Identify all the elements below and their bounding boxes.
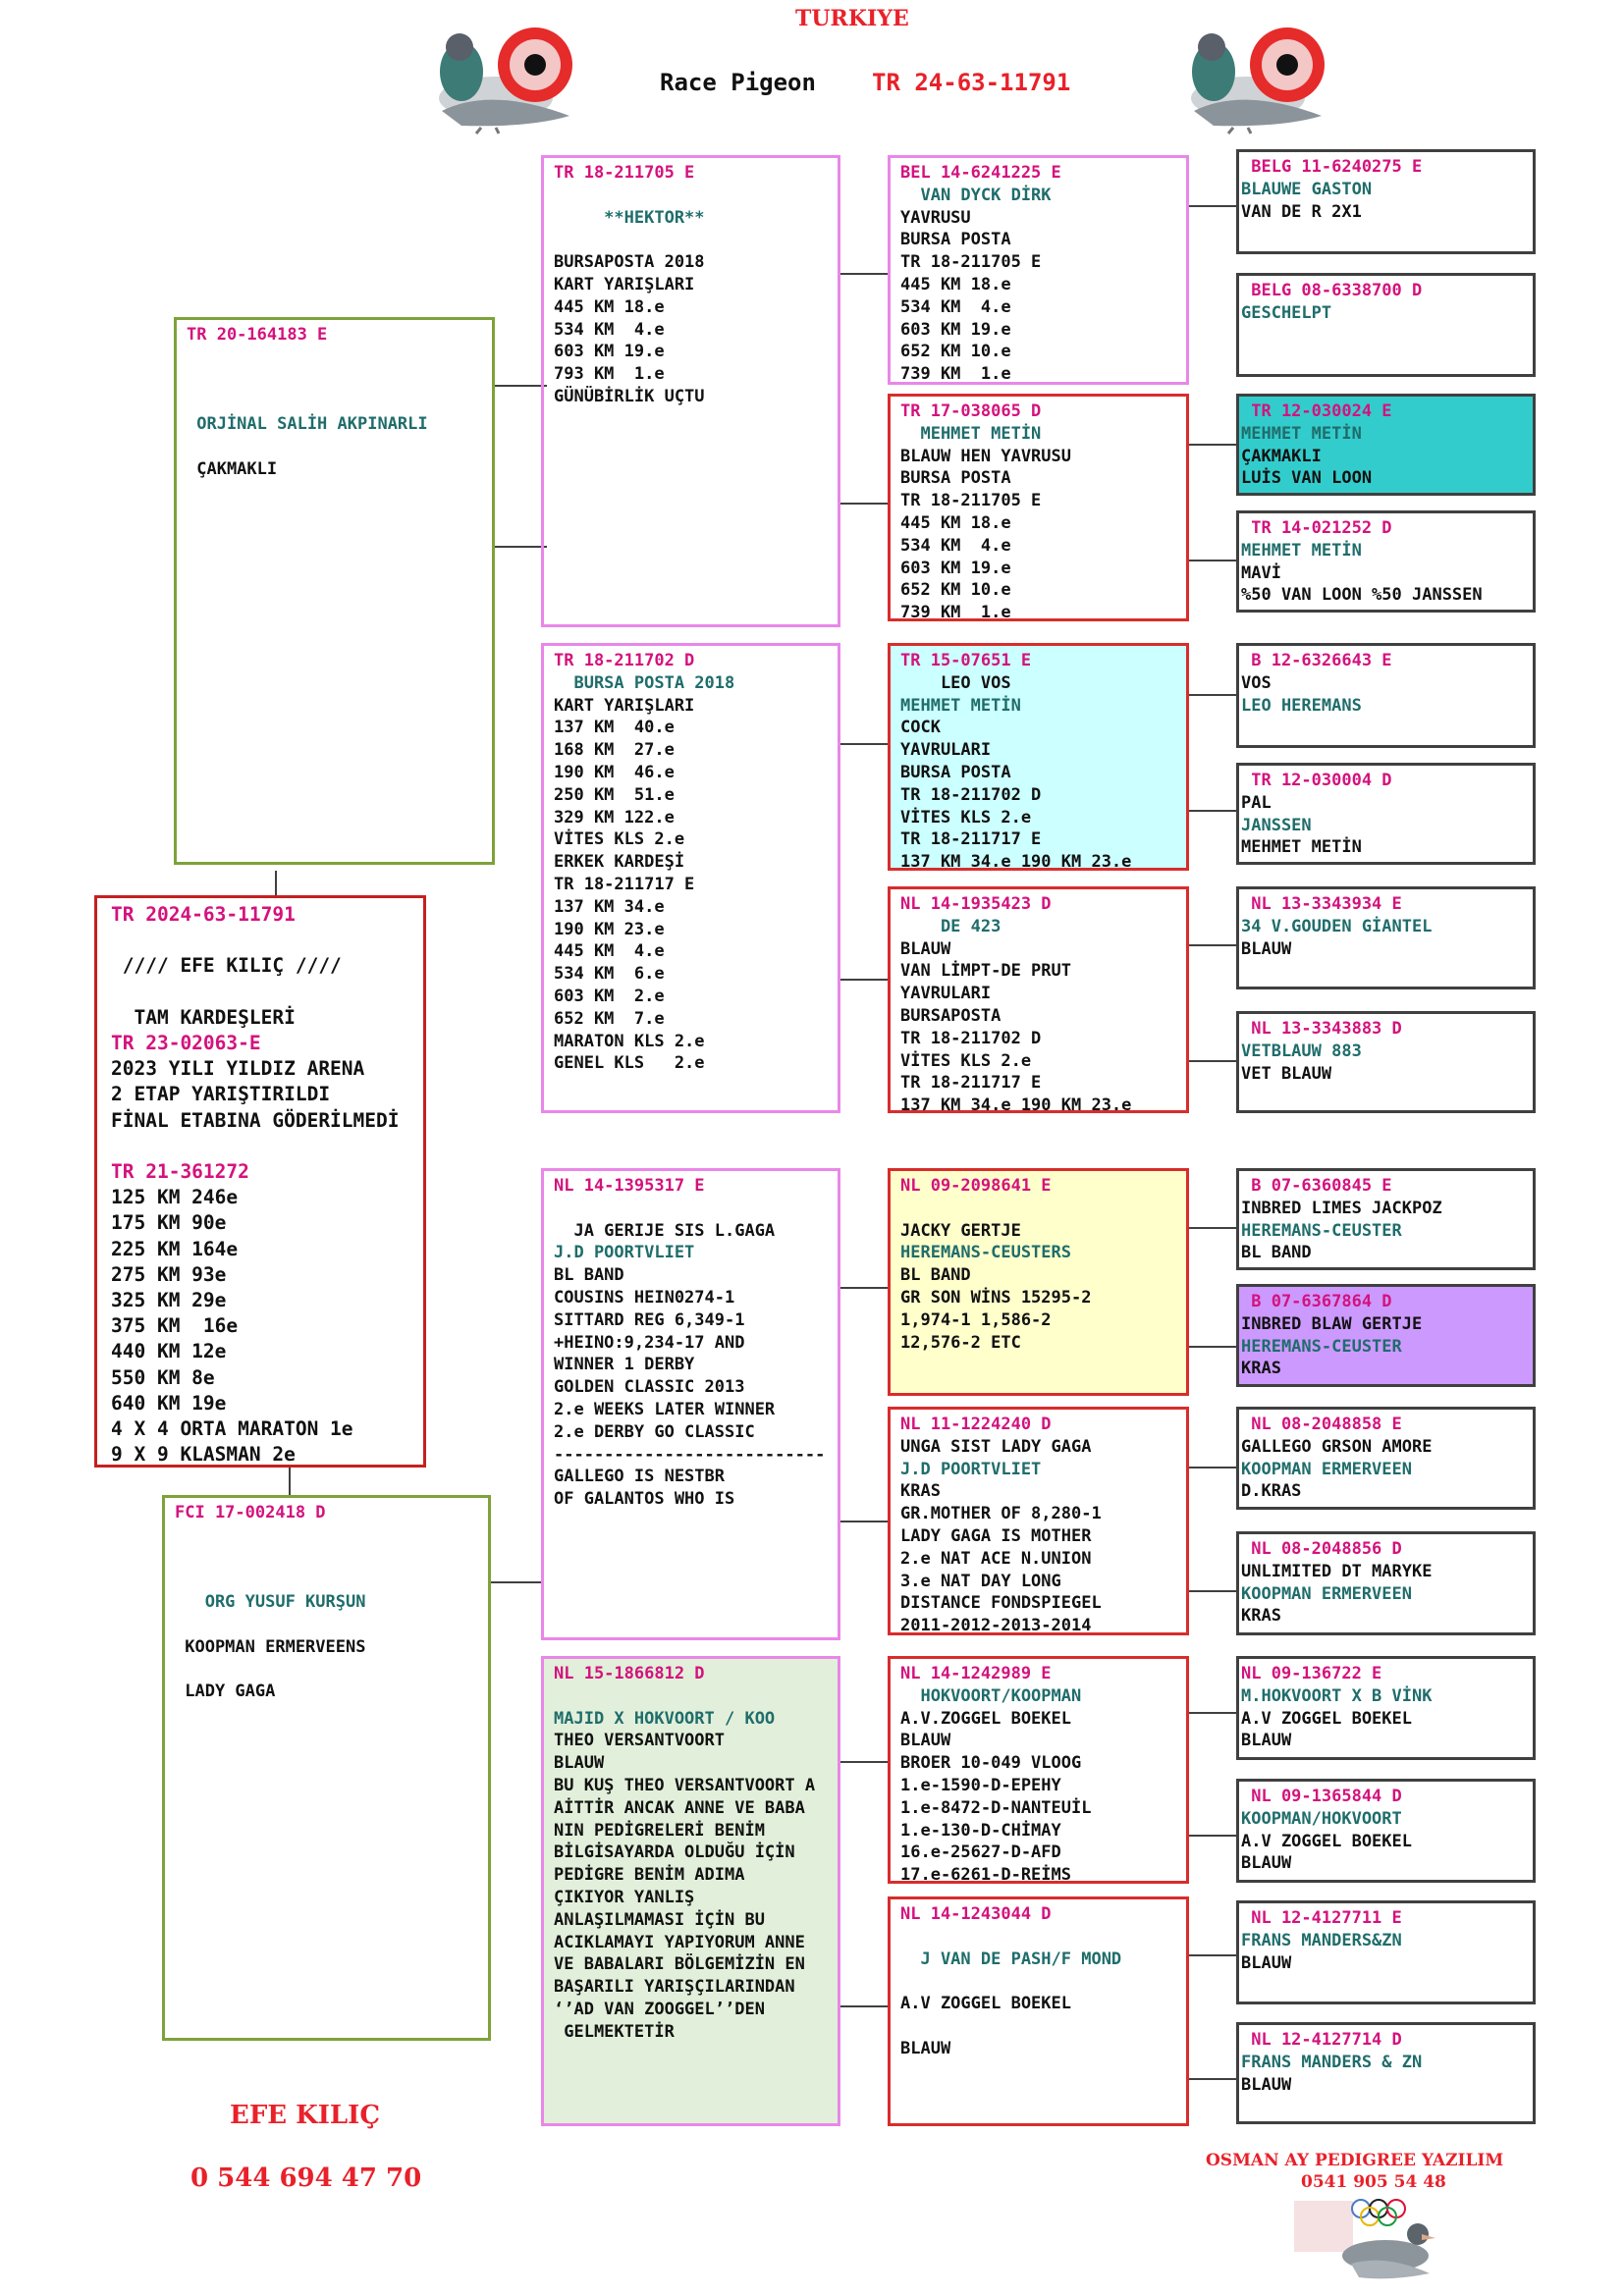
info-line: BURSA POSTA xyxy=(900,468,1011,489)
info-line: BURSAPOSTA xyxy=(900,1005,1001,1026)
info-line: JANSSEN xyxy=(1241,815,1312,835)
info-line: 534 KM 4.e xyxy=(554,319,665,340)
info-line xyxy=(900,2015,1176,2038)
info-line: PEDİGRE BENİM ADIMA xyxy=(554,1865,745,1886)
info-line: TR 18-211705 E xyxy=(900,491,1042,511)
info-line: BLAUW xyxy=(1241,1853,1292,1874)
info-line: 603 KM 2.e xyxy=(554,986,665,1006)
info-line xyxy=(900,1926,1176,1949)
info-line: KRAS xyxy=(900,1481,941,1502)
gen5-card-10 xyxy=(1236,1284,1536,1387)
info-line: LEO HEREMANS xyxy=(1241,695,1362,716)
software-pigeon-logo-icon xyxy=(1292,2195,1449,2285)
info-line: 325 KM 29e xyxy=(111,1289,227,1312)
info-line: ÇIKIYOR YANLIŞ xyxy=(554,1887,695,1907)
gen4-card-3 xyxy=(888,643,1189,871)
info-line xyxy=(111,928,413,953)
pigeon-logo-right-icon xyxy=(1174,18,1341,135)
gen5-card-2 xyxy=(1236,273,1536,377)
ring-number: NL 09-2098641 E xyxy=(900,1176,1052,1196)
info-line: JACKY GERTJE xyxy=(900,1220,1021,1241)
info-line: BLAUW xyxy=(1241,938,1292,959)
info-line: BU KUŞ THEO VERSANTVOORT A xyxy=(554,1775,816,1795)
ring-number: TR 15-07651 E xyxy=(900,651,1032,670)
info-line: GÜNÜBİRLİK UÇTU xyxy=(554,386,705,406)
info-line: VİTES KLS 2.e xyxy=(900,1050,1032,1071)
gen4-card-8 xyxy=(888,1896,1189,2126)
info-line: MAJID X HOKVOORT / KOO xyxy=(554,1708,776,1729)
ring-number: NL 14-1395317 E xyxy=(554,1176,705,1196)
sire-card xyxy=(174,317,495,865)
info-line: UNLIMITED DT MARYKE xyxy=(1241,1561,1433,1581)
race-label: Race Pigeon xyxy=(660,69,816,96)
info-line: ÇAKMAKLI xyxy=(1241,446,1322,466)
gen4-card-7 xyxy=(888,1656,1189,1884)
info-line: VETBLAUW 883 xyxy=(1241,1041,1362,1061)
info-line: J.D POORTVLIET xyxy=(900,1459,1042,1479)
info-line: YAVRUSU xyxy=(900,207,971,228)
info-line: BLAUW xyxy=(1241,2074,1292,2095)
info-line: HEREMANS-CEUSTER xyxy=(1241,1336,1402,1357)
info-line: HEREMANS-CEUSTER xyxy=(1241,1220,1402,1241)
info-line: 2.e DERBY GO CLASSIC xyxy=(554,1421,755,1442)
info-line: KART YARIŞLARI xyxy=(554,274,695,294)
info-line: ORG YUSUF KURŞUN xyxy=(175,1592,366,1613)
info-line: VAN LİMPT-DE PRUT xyxy=(900,961,1071,982)
country-title: TURKIYE xyxy=(795,6,909,31)
info-line xyxy=(554,1685,828,1708)
info-line: 445 KM 18.e xyxy=(554,296,665,317)
info-line: GOLDEN CLASSIC 2013 xyxy=(554,1377,745,1398)
info-line: TR 23-02063-E xyxy=(111,1032,261,1055)
info-line: VE BABALARI BÖLGEMİZİN EN xyxy=(554,1954,805,1975)
info-line: 168 KM 27.e xyxy=(554,740,675,761)
info-line: J VAN DE PASH/F MOND xyxy=(900,1949,1122,1969)
info-line: 1,974-1 1,586-2 xyxy=(900,1309,1052,1330)
info-line xyxy=(554,229,828,251)
info-line: ÇAKMAKLI xyxy=(187,458,278,479)
info-line: 1.e-8472-D-NANTEUİL xyxy=(900,1797,1092,1818)
info-line: 3.e NAT DAY LONG xyxy=(900,1571,1061,1591)
gen4-card-5 xyxy=(888,1168,1189,1396)
info-line: KOOPMAN ERMERVEEN xyxy=(1241,1459,1412,1479)
ring-number: NL 13-3343934 E xyxy=(1241,894,1402,914)
info-line: BURSA POSTA 2018 xyxy=(554,672,735,693)
info-line: 652 KM 10.e xyxy=(900,342,1011,362)
owner-phone: 0 544 694 47 70 xyxy=(190,2163,422,2193)
info-line: BLAUW xyxy=(900,938,951,959)
info-line: LEO VOS xyxy=(900,672,1011,693)
info-line: --------------------------- xyxy=(554,1444,826,1465)
info-line: 534 KM 4.e xyxy=(900,296,1011,317)
gen5-card-7 xyxy=(1236,886,1536,989)
info-line: KRAS xyxy=(1241,1359,1281,1379)
info-line xyxy=(175,1547,478,1570)
ring-number: NL 12-4127711 E xyxy=(1241,1908,1402,1928)
info-line xyxy=(554,1198,828,1220)
info-line: KART YARIŞLARI xyxy=(554,695,695,716)
info-line: OF GALANTOS WHO IS xyxy=(554,1489,735,1510)
info-line: HOKVOORT/KOOPMAN xyxy=(900,1685,1082,1706)
info-line: 1.e-130-D-CHİMAY xyxy=(900,1820,1061,1841)
info-line: DISTANCE FONDSPIEGEL xyxy=(900,1593,1102,1614)
info-line: UNGA SIST LADY GAGA xyxy=(900,1436,1092,1457)
info-line: 445 KM 4.e xyxy=(554,941,665,962)
info-line: FRANS MANDERS&ZN xyxy=(1241,1930,1402,1950)
info-line: 739 KM 1.e xyxy=(900,603,1011,621)
info-line: YAVRULARI xyxy=(900,984,992,1004)
info-line xyxy=(554,185,828,207)
info-line: 1.e-1590-D-EPEHY xyxy=(900,1775,1061,1795)
info-line: MEHMET METİN xyxy=(1241,837,1362,858)
info-line: 603 KM 19.e xyxy=(900,558,1011,578)
info-line: MEHMET METİN xyxy=(900,695,1021,716)
info-line: 137 KM 34.e xyxy=(554,896,665,917)
info-line: 9 X 9 KLASMAN 2e xyxy=(111,1443,296,1467)
gen5-card-12 xyxy=(1236,1531,1536,1635)
info-line: 250 KM 51.e xyxy=(554,784,675,805)
info-line: MEHMET METİN xyxy=(1241,540,1362,561)
ring-number: B 12-6326643 E xyxy=(1241,651,1392,670)
info-line: 445 KM 18.e xyxy=(900,512,1011,533)
info-line: BURSAPOSTA 2018 xyxy=(554,252,705,273)
info-line: AİTTİR ANCAK ANNE VE BABA xyxy=(554,1797,805,1818)
info-line: ACIKLAMAYI YAPIYORUM ANNE xyxy=(554,1932,805,1952)
info-line: TR 18-211705 E xyxy=(900,252,1042,273)
ring-number: NL 08-2048858 E xyxy=(1241,1415,1402,1434)
main-pigeon-card xyxy=(94,895,426,1468)
info-line: 2.e WEEKS LATER WINNER xyxy=(554,1399,776,1419)
ring-number: NL 14-1242989 E xyxy=(900,1664,1052,1683)
info-line: YAVRULARI xyxy=(900,740,992,761)
info-line: JA GERIJE SIS L.GAGA xyxy=(554,1220,776,1241)
info-line: BLAUW xyxy=(900,1731,951,1751)
info-line: 445 KM 18.e xyxy=(900,274,1011,294)
info-line: PAL xyxy=(1241,792,1272,813)
gen5-card-16 xyxy=(1236,2022,1536,2124)
info-line: 125 KM 246e xyxy=(111,1186,239,1209)
software-phone: 0541 905 54 48 xyxy=(1301,2172,1446,2192)
info-line xyxy=(111,980,413,1005)
info-line: MEHMET METİN xyxy=(1241,423,1362,444)
info-line: BROER 10-049 VLOOG xyxy=(900,1753,1082,1774)
ring-number: TR 12-030024 E xyxy=(1241,401,1392,421)
ring-number: FCI 17-002418 D xyxy=(175,1503,326,1522)
info-line: BLAUW xyxy=(1241,1952,1292,1973)
gen5-card-1 xyxy=(1236,149,1536,254)
info-line: BLAUW xyxy=(900,2038,951,2058)
info-line: 137 KM 40.e xyxy=(554,718,675,738)
info-line: VET BLAUW xyxy=(1241,1063,1332,1084)
info-line: MAVİ xyxy=(1241,562,1281,583)
ring-number: BELG 08-6338700 D xyxy=(1241,281,1423,300)
dam-card xyxy=(162,1495,491,2041)
info-line: VOS xyxy=(1241,672,1272,693)
info-line: INBRED BLAW GERTJE xyxy=(1241,1313,1423,1334)
info-line: 225 KM 164e xyxy=(111,1237,239,1260)
info-line: 190 KM 46.e xyxy=(554,762,675,782)
info-line: 739 KM 1.e xyxy=(900,364,1011,385)
info-line: MARATON KLS 2.e xyxy=(554,1031,705,1051)
info-line: VİTES KLS 2.e xyxy=(554,829,685,850)
info-line: 175 KM 90e xyxy=(111,1211,227,1235)
gen5-card-3 xyxy=(1236,394,1536,496)
info-line: 12,576-2 ETC xyxy=(900,1332,1021,1353)
info-line: 603 KM 19.e xyxy=(554,342,665,362)
info-line: GENEL KLS 2.e xyxy=(554,1053,705,1074)
gen5-card-8 xyxy=(1236,1011,1536,1113)
info-line: GR.MOTHER OF 8,280-1 xyxy=(900,1504,1102,1524)
gen4-card-2 xyxy=(888,394,1189,621)
ring-number: NL 14-1935423 D xyxy=(900,894,1052,914)
info-line: J.D POORTVLIET xyxy=(554,1243,695,1263)
gen5-card-14 xyxy=(1236,1779,1536,1883)
info-line: 550 KM 8e xyxy=(111,1365,215,1389)
info-line: 16.e-25627-D-AFD xyxy=(900,1842,1061,1863)
info-line: BLAUW xyxy=(1241,1731,1292,1751)
pigeon-logo-left-icon xyxy=(422,18,589,135)
ring-number: NL 14-1243044 D xyxy=(900,1904,1052,1924)
info-line: 603 KM 19.e xyxy=(900,319,1011,340)
info-line: A.V ZOGGEL BOEKEL xyxy=(1241,1708,1412,1729)
info-line xyxy=(175,1659,478,1682)
info-line xyxy=(900,1198,1176,1220)
info-line: KOOPMAN ERMERVEENS xyxy=(175,1636,366,1657)
gen4-card-1 xyxy=(888,155,1189,385)
info-line: GELMEKTETİR xyxy=(554,2021,675,2042)
info-line: +HEINO:9,234-17 AND xyxy=(554,1332,745,1353)
info-line xyxy=(187,391,482,413)
info-line: A.V ZOGGEL BOEKEL xyxy=(900,1994,1071,2014)
owner-name: EFE KILIÇ xyxy=(230,2101,381,2130)
info-line: 375 KM 16e xyxy=(111,1314,239,1338)
info-line: 137 KM 34.e 190 KM 23.e xyxy=(900,1095,1132,1113)
info-line: COCK xyxy=(900,718,941,738)
info-line: 4 X 4 ORTA MARATON 1e xyxy=(111,1417,353,1441)
info-line: TR 18-211702 D xyxy=(900,1028,1042,1048)
info-line: SITTARD REG 6,349-1 xyxy=(554,1309,745,1330)
info-line: 652 KM 7.e xyxy=(554,1008,665,1029)
info-line: 2.e NAT ACE N.UNION xyxy=(900,1548,1092,1569)
info-line xyxy=(175,1614,478,1636)
info-line: FRANS MANDERS & ZN xyxy=(1241,2052,1423,2072)
ring-number: NL 11-1224240 D xyxy=(900,1415,1052,1434)
info-line: BAŞARILI YARIŞÇILARINDAN xyxy=(554,1977,795,1998)
info-line: ANLAŞILMAMASI İÇİN BU xyxy=(554,1909,765,1930)
dam-dam-card xyxy=(541,1656,840,2126)
gen5-card-9 xyxy=(1236,1168,1536,1270)
info-line: BLAUW xyxy=(554,1753,605,1774)
ring-number: TR 18-211702 D xyxy=(554,651,695,670)
info-line: LADY GAGA IS MOTHER xyxy=(900,1525,1092,1546)
info-line: GALLEGO GRSON AMORE xyxy=(1241,1436,1433,1457)
info-line: 534 KM 4.e xyxy=(900,535,1011,556)
info-line: 275 KM 93e xyxy=(111,1262,227,1286)
info-line: GR SON WİNS 15295-2 xyxy=(900,1287,1092,1308)
info-line: BL BAND xyxy=(1241,1243,1312,1263)
sire-sire-card xyxy=(541,155,840,627)
info-line xyxy=(187,369,482,392)
info-line: 534 KM 6.e xyxy=(554,964,665,985)
info-line: BLAUW HEN YAVRUSU xyxy=(900,446,1071,466)
info-line: 2023 YILI YILDIZ ARENA xyxy=(111,1057,365,1081)
info-line: 190 KM 23.e xyxy=(554,919,665,939)
info-line: TR 18-211702 D xyxy=(900,784,1042,805)
ring-number: TR 14-021252 D xyxy=(1241,518,1392,538)
info-line: WINNER 1 DERBY xyxy=(554,1355,695,1375)
info-line: GALLEGO IS NESTBR xyxy=(554,1467,725,1487)
sire-dam-card xyxy=(541,643,840,1113)
info-line: HEREMANS-CEUSTERS xyxy=(900,1243,1071,1263)
gen5-card-15 xyxy=(1236,1900,1536,2004)
info-line: TR 18-211717 E xyxy=(900,829,1042,850)
info-line xyxy=(900,1970,1176,1993)
info-line: BURSA POSTA xyxy=(900,230,1011,250)
info-line: NIN PEDİGRELERİ BENİM xyxy=(554,1820,765,1841)
info-line: BİLGİSAYARDA OLDUĞU İÇİN xyxy=(554,1842,795,1863)
info-line: GESCHELPT xyxy=(1241,302,1332,323)
info-line: **HEKTOR** xyxy=(554,207,705,228)
race-ring: TR 24-63-11791 xyxy=(872,69,1071,96)
gen5-card-4 xyxy=(1236,510,1536,613)
info-line: ORJİNAL SALİH AKPINARLI xyxy=(187,414,428,435)
ring-number: NL 15-1866812 D xyxy=(554,1664,705,1683)
info-line: D.KRAS xyxy=(1241,1481,1302,1502)
ring-number: NL 13-3343883 D xyxy=(1241,1019,1402,1039)
gen5-card-6 xyxy=(1236,763,1536,865)
info-line: 793 KM 1.e xyxy=(554,364,665,385)
ring-number: NL 08-2048856 D xyxy=(1241,1539,1402,1559)
info-line: 640 KM 19e xyxy=(111,1391,227,1415)
info-line: VİTES KLS 2.e xyxy=(900,807,1032,828)
dam-sire-card xyxy=(541,1168,840,1640)
info-line: BLAUWE GASTON xyxy=(1241,179,1373,199)
info-line: DE 423 xyxy=(900,916,1001,936)
ring-number: TR 17-038065 D xyxy=(900,401,1042,421)
info-line: //// EFE KILIÇ //// xyxy=(111,954,342,978)
gen4-card-4 xyxy=(888,886,1189,1113)
info-line: 137 KM 34.e 190 KM 23.e xyxy=(900,852,1132,871)
info-line: 2 ETAP YARIŞTIRILDI xyxy=(111,1083,331,1106)
info-line: LADY GAGA xyxy=(175,1682,276,1702)
info-line: A.V ZOGGEL BOEKEL xyxy=(1241,1831,1412,1851)
info-line: 34 V.GOUDEN GİANTEL xyxy=(1241,916,1433,936)
gen5-card-13 xyxy=(1236,1656,1536,1760)
gen4-card-6 xyxy=(888,1407,1189,1635)
ring-number: BEL 14-6241225 E xyxy=(900,163,1061,183)
info-line xyxy=(187,347,482,369)
info-line: 329 KM 122.e xyxy=(554,807,675,828)
info-line: INBRED LIMES JACKPOZ xyxy=(1241,1198,1442,1218)
info-line xyxy=(187,436,482,458)
info-line: KOOPMAN/HOKVOORT xyxy=(1241,1808,1402,1829)
ring-number: NL 09-1365844 D xyxy=(1241,1787,1402,1806)
info-line: M.HOKVOORT X B VİNK xyxy=(1241,1685,1433,1706)
ring-number: B 07-6360845 E xyxy=(1241,1176,1392,1196)
ring-number: BELG 11-6240275 E xyxy=(1241,157,1423,177)
info-line: VAN DE R 2X1 xyxy=(1241,201,1362,222)
info-line: MEHMET METİN xyxy=(900,423,1042,444)
gen5-card-5 xyxy=(1236,643,1536,748)
info-line: COUSINS HEIN0274-1 xyxy=(554,1287,735,1308)
info-line: 652 KM 10.e xyxy=(900,580,1011,601)
info-line: KRAS xyxy=(1241,1606,1281,1627)
info-line: A.V.ZOGGEL BOEKEL xyxy=(900,1708,1071,1729)
ring-number: TR 20-164183 E xyxy=(187,325,328,345)
info-line: 2011-2012-2013-2014 xyxy=(900,1616,1092,1635)
info-line: BURSA POSTA xyxy=(900,762,1011,782)
ring-number: TR 2024-63-11791 xyxy=(111,903,296,926)
ring-number: NL 12-4127714 D xyxy=(1241,2030,1402,2050)
info-line: BL BAND xyxy=(900,1265,971,1286)
info-line: KOOPMAN ERMERVEEN xyxy=(1241,1583,1412,1604)
ring-number: TR 12-030004 D xyxy=(1241,771,1392,790)
info-line: ‘’AD VAN ZOOGGEL’’DEN xyxy=(554,1999,765,2019)
ring-number: TR 18-211705 E xyxy=(554,163,695,183)
info-line: 17.e-6261-D-REİMS xyxy=(900,1865,1071,1884)
info-line: VAN DYCK DİRK xyxy=(900,185,1052,205)
info-line xyxy=(175,1569,478,1591)
info-line: BL BAND xyxy=(554,1265,624,1286)
info-line: TR 18-211717 E xyxy=(900,1073,1042,1094)
gen5-card-11 xyxy=(1236,1407,1536,1510)
info-line: TR 18-211717 E xyxy=(554,874,695,894)
info-line: FİNAL ETABINA GÖDERİLMEDİ xyxy=(111,1108,400,1132)
info-line: ERKEK KARDEŞİ xyxy=(554,852,685,873)
info-line xyxy=(175,1524,478,1547)
info-line: THEO VERSANTVOORT xyxy=(554,1731,725,1751)
info-line: 440 KM 12e xyxy=(111,1340,227,1363)
info-line xyxy=(111,1134,413,1159)
ring-number: NL 09-136722 E xyxy=(1241,1664,1382,1683)
software-name: OSMAN AY PEDIGREE YAZILIM xyxy=(1206,2151,1504,2170)
info-line: LUİS VAN LOON xyxy=(1241,468,1373,489)
info-line: TR 21-361272 xyxy=(111,1160,249,1184)
info-line: %50 VAN LOON %50 JANSSEN xyxy=(1241,585,1483,606)
ring-number: B 07-6367864 D xyxy=(1241,1292,1392,1311)
info-line: TAM KARDEŞLERİ xyxy=(111,1005,296,1029)
